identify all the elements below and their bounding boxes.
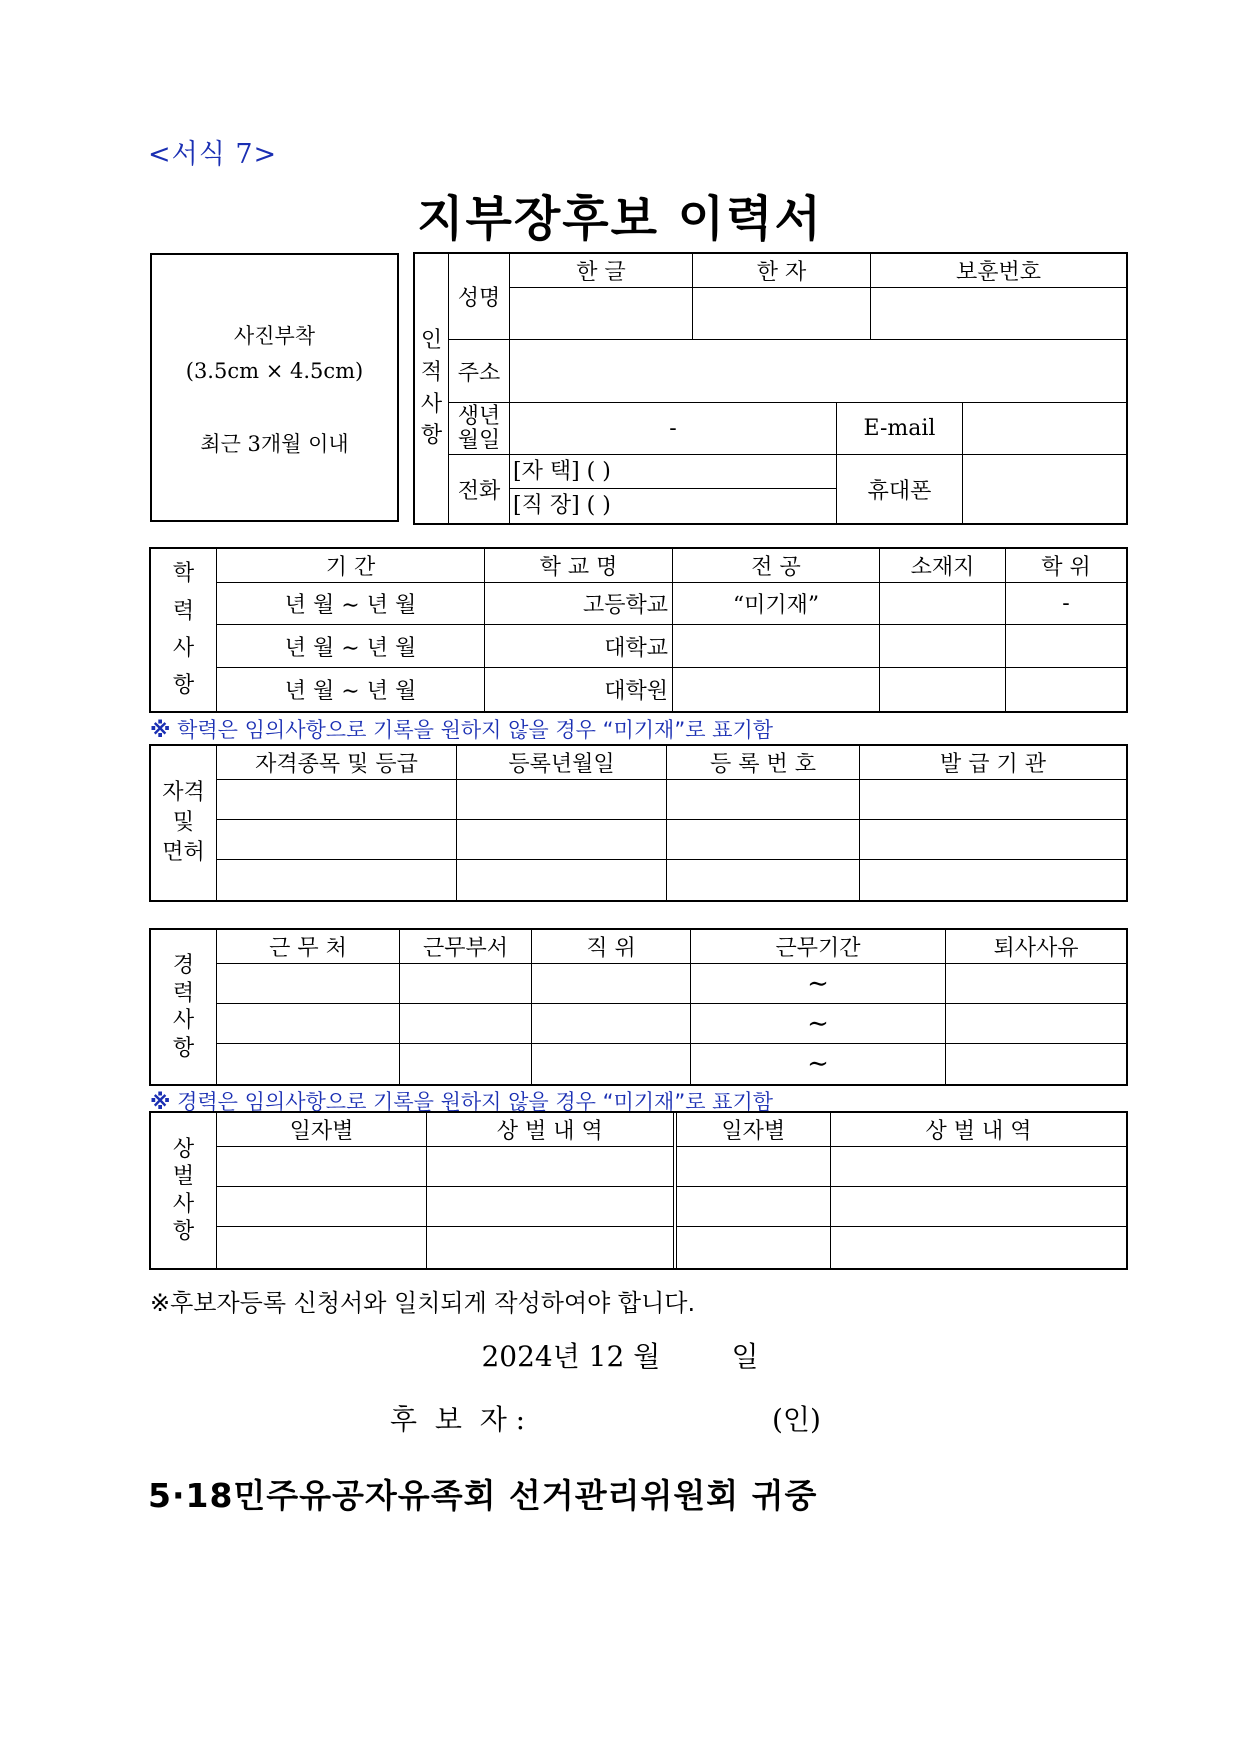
- license-cell[interactable]: [667, 780, 860, 820]
- name-label: 성명: [449, 254, 510, 340]
- career-period-field[interactable]: ∼: [691, 1004, 946, 1044]
- mobile-field[interactable]: [963, 455, 1127, 524]
- page-title: 지부장후보 이력서: [417, 191, 823, 247]
- career-cell[interactable]: [946, 964, 1127, 1004]
- awards-header-date-2: 일자별: [675, 1113, 831, 1147]
- awards-header-detail-1: 상 벌 내 역: [427, 1113, 675, 1147]
- license-cell[interactable]: [217, 780, 457, 820]
- career-cell[interactable]: [532, 964, 691, 1004]
- edu-period-field[interactable]: 년 월 ∼ 년 월: [217, 667, 485, 711]
- seal-mark: (인): [772, 1403, 821, 1436]
- awards-cell[interactable]: [675, 1147, 831, 1187]
- edu-major-field[interactable]: [673, 667, 880, 711]
- table-row: [151, 1187, 1127, 1227]
- awards-cell[interactable]: [427, 1227, 675, 1269]
- table-row: [151, 820, 1127, 860]
- birth-field[interactable]: -: [510, 403, 837, 455]
- license-cell[interactable]: [457, 860, 667, 901]
- table-row: [151, 1044, 1127, 1085]
- work-phone-field[interactable]: [직 장] ( ): [513, 493, 611, 518]
- edu-header-school: 학 교 명: [485, 549, 673, 583]
- table-row: [151, 625, 1127, 667]
- footer-notice: ※후보자등록 신청서와 일치되게 작성하여야 합니다.: [150, 1289, 696, 1317]
- license-table: [150, 745, 1127, 901]
- phone-fields: [510, 455, 837, 524]
- awards-cell[interactable]: [831, 1187, 1127, 1227]
- awards-cell[interactable]: [217, 1227, 427, 1269]
- name-col-hangul: 한 글: [510, 254, 693, 288]
- career-period-field[interactable]: ∼: [691, 1044, 946, 1085]
- career-section-label: 경력사항: [151, 930, 217, 1085]
- personal-info-table: [414, 253, 1127, 524]
- table-row: [151, 860, 1127, 901]
- phone-label: 전화: [449, 455, 510, 524]
- email-label: E-mail: [837, 403, 963, 455]
- date-line[interactable]: 2024년 12 월 일: [481, 1340, 759, 1373]
- edu-location-field[interactable]: [880, 667, 1006, 711]
- career-header-workplace: 근 무 처: [217, 930, 400, 964]
- edu-degree-field[interactable]: -: [1006, 583, 1127, 625]
- license-cell[interactable]: [457, 780, 667, 820]
- awards-cell[interactable]: [675, 1187, 831, 1227]
- license-section-label: 자격 및 면허: [151, 746, 217, 901]
- home-phone-field[interactable]: [자 택] ( ): [510, 455, 836, 489]
- awards-cell[interactable]: [427, 1187, 675, 1227]
- license-cell[interactable]: [860, 780, 1127, 820]
- education-note: ※ 학력은 임의사항으로 기록을 원하지 않을 경우 “미기재”로 표기함: [150, 718, 774, 742]
- photo-recent: 최근 3개월 이내: [200, 432, 349, 456]
- table-row: [151, 964, 1127, 1004]
- photo-size: (3.5cm × 4.5cm): [185, 359, 364, 383]
- career-table: [150, 929, 1127, 1085]
- photo-box[interactable]: [150, 253, 399, 522]
- edu-degree-field[interactable]: [1006, 667, 1127, 711]
- awards-cell[interactable]: [217, 1187, 427, 1227]
- table-row: [151, 1147, 1127, 1187]
- career-cell[interactable]: [946, 1044, 1127, 1085]
- edu-header-period: 기 간: [217, 549, 485, 583]
- license-cell[interactable]: [667, 860, 860, 901]
- mobile-label: 휴대폰: [837, 455, 963, 524]
- edu-header-degree: 학 위: [1006, 549, 1127, 583]
- edu-period-field[interactable]: 년 월 ∼ 년 월: [217, 583, 485, 625]
- career-cell[interactable]: [400, 1004, 532, 1044]
- edu-header-location: 소재지: [880, 549, 1006, 583]
- license-header-date: 등록년월일: [457, 746, 667, 780]
- table-row: [151, 1004, 1127, 1044]
- personal-section-label: 인적사항: [415, 254, 449, 524]
- education-table: [150, 548, 1127, 712]
- addressee: 5·18민주유공자유족회 선거관리위원회 귀중: [148, 1476, 818, 1515]
- career-cell[interactable]: [217, 1004, 400, 1044]
- awards-cell[interactable]: [427, 1147, 675, 1187]
- table-row: [151, 1227, 1127, 1269]
- career-header-department: 근무부서: [400, 930, 532, 964]
- awards-cell[interactable]: [217, 1147, 427, 1187]
- license-header-number: 등 록 번 호: [667, 746, 860, 780]
- candidate-label: 후 보 자 :: [390, 1403, 526, 1436]
- career-cell[interactable]: [532, 1044, 691, 1085]
- awards-cell[interactable]: [831, 1227, 1127, 1269]
- name-col-hanja: 한 자: [693, 254, 871, 288]
- address-label: 주소: [449, 340, 510, 403]
- address-field[interactable]: [510, 340, 1127, 403]
- license-cell[interactable]: [457, 820, 667, 860]
- career-cell[interactable]: [217, 1044, 400, 1085]
- career-cell[interactable]: [400, 1044, 532, 1085]
- awards-header-date-1: 일자별: [217, 1113, 427, 1147]
- license-cell[interactable]: [860, 820, 1127, 860]
- name-hangul-field[interactable]: [510, 288, 693, 340]
- education-section-label: 학력사항: [151, 549, 217, 712]
- edu-major-field[interactable]: [673, 625, 880, 667]
- edu-school-field[interactable]: 대학교: [485, 625, 673, 667]
- name-hanja-field[interactable]: [693, 288, 871, 340]
- career-header-position: 직 위: [532, 930, 691, 964]
- table-row: [151, 780, 1127, 820]
- email-field[interactable]: [963, 403, 1127, 455]
- career-cell[interactable]: [532, 1004, 691, 1044]
- license-cell[interactable]: [217, 860, 457, 901]
- awards-table: [150, 1112, 1127, 1269]
- table-row: [151, 667, 1127, 711]
- career-header-period: 근무기간: [691, 930, 946, 964]
- license-cell[interactable]: [217, 820, 457, 860]
- veteran-number-field[interactable]: [871, 288, 1127, 340]
- career-note: ※ 경력은 임의사항으로 기록을 원하지 않을 경우 “미기재”로 표기함: [150, 1090, 774, 1114]
- career-period-field[interactable]: ∼: [691, 964, 946, 1004]
- license-cell[interactable]: [860, 860, 1127, 901]
- form-number: <서식 7>: [148, 139, 278, 170]
- awards-cell[interactable]: [675, 1227, 831, 1269]
- edu-major-field[interactable]: “미기재”: [673, 583, 880, 625]
- edu-location-field[interactable]: [880, 583, 1006, 625]
- career-cell[interactable]: [946, 1004, 1127, 1044]
- photo-label: 사진부착: [233, 324, 316, 348]
- edu-degree-field[interactable]: [1006, 625, 1127, 667]
- edu-period-field[interactable]: 년 월 ∼ 년 월: [217, 625, 485, 667]
- name-col-veteran-number: 보훈번호: [871, 254, 1127, 288]
- license-header-issuer: 발 급 기 관: [860, 746, 1127, 780]
- career-cell[interactable]: [217, 964, 400, 1004]
- birth-label: 생년 월일: [449, 403, 510, 455]
- career-header-reason: 퇴사사유: [946, 930, 1127, 964]
- edu-header-major: 전 공: [673, 549, 880, 583]
- edu-school-field[interactable]: 대학원: [485, 667, 673, 711]
- awards-cell[interactable]: [831, 1147, 1127, 1187]
- license-cell[interactable]: [667, 820, 860, 860]
- career-cell[interactable]: [400, 964, 532, 1004]
- edu-location-field[interactable]: [880, 625, 1006, 667]
- edu-school-field[interactable]: 고등학교: [485, 583, 673, 625]
- awards-section-label: 상벌사항: [151, 1113, 217, 1269]
- table-row: [151, 583, 1127, 625]
- license-header-type: 자격종목 및 등급: [217, 746, 457, 780]
- awards-header-detail-2: 상 벌 내 역: [831, 1113, 1127, 1147]
